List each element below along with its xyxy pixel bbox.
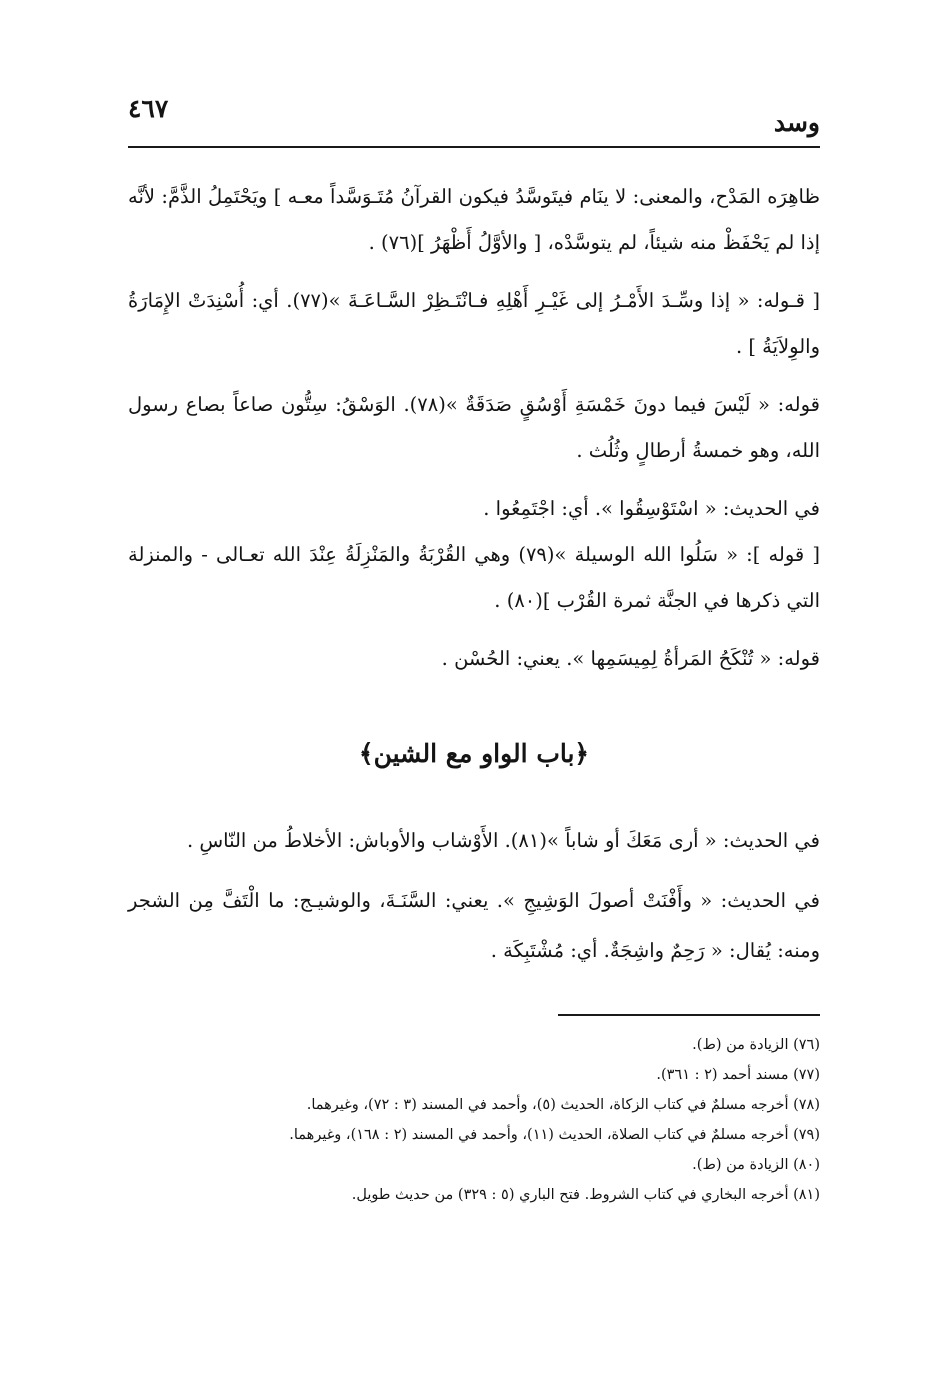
footnote: (٧٧) مسند أحمد (٢ : ٣٦١). xyxy=(656,1067,820,1083)
running-head: وسد xyxy=(773,108,820,137)
section-body xyxy=(128,816,820,976)
footnotes xyxy=(128,1030,820,1210)
footnote: (٧٩) أخرجه مسلمٌ في كتاب الصلاة، الحديث (١١)، وأحمد في المسند (٢ : ١٦٨)، وغيرهما. xyxy=(289,1127,820,1143)
paragraph: [ قـوله: « إذا وسِّـدَ الأَمْـرُ إلى غَيْـرِ أَهْلِهِ فـانْتَـظِرْ السَّـاعَـةَ »(٧٧). أي: أُسْنِدَتْ الإِمَارَةُ والوِلاَيَةُ ] . xyxy=(128,289,820,358)
body-text xyxy=(128,174,820,682)
paragraph: قوله: « تُنْكَحُ المَرأةُ لِمِيسَمِها ». يعني: الحُسْن . xyxy=(441,647,820,670)
page-number: ٤٦٧ xyxy=(128,94,169,123)
paragraph: قوله: « لَيْسَ فيما دونَ خَمْسَةِ أَوْسُقٍ صَدَقَةٌ »(٧٨). الوَسْقُ: سِتُّون صاعاً بصاع رسول الله، وهو خمسةُ أرطالٍ وثُلُث . xyxy=(128,393,820,462)
paragraph: ظاهِرَه المَدْح، والمعنى: لا ينَام فيتَوسَّدُ فيكون القرآنُ مُتَـوَسَّداً معـه ] ويَحْتَمِلُ الذَّمَّ: لأنَّه إذا لم يَحْفَظْ منه شيئاً، لم يتوسَّدْه، [ والأوَّلُ أَظْهَرُ ](٧٦) . xyxy=(128,185,820,254)
paragraph: في الحديث: « أرى مَعَكَ أو شاباً »(٨١). الأَوْشاب والأوباش: الأخلاطُ من النّاسِ . xyxy=(186,829,820,852)
paragraph: في الحديث: « وأَفْنَتْ أصولَ الوَشِيجِ ». يعني: السَّنَـةَ، والوشيـج: ما الْتَفَّ مِن الشجر ومنه: يُقال: « رَحِمٌ واشِجَةٌ. أي: مُشْتَبِكَة . xyxy=(128,889,820,962)
footnote: (٨٠) الزيادة من (ط). xyxy=(692,1157,820,1173)
footnote: (٧٨) أخرجه مسلمٌ في كتاب الزكاة، الحديث (٥)، وأحمد في المسند (٣ : ٧٢)، وغيرهما. xyxy=(306,1097,820,1113)
paragraph: في الحديث: « اسْتَوْسِقُوا ». أي: اجْتَمِعُوا . xyxy=(483,497,820,520)
footnote: (٨١) أخرجه البخاري في كتاب الشروط. فتح الباري (٥ : ٣٢٩) من حديث طويل. xyxy=(351,1187,820,1203)
page-header xyxy=(128,90,820,148)
footnote-separator xyxy=(558,1014,820,1016)
paragraph: [ قوله ]: « سَلُوا الله الوسيلة »(٧٩) وهي القُرْبَةُ والمَنْزِلَةُ عِنْدَ الله تعـالى - والمنزلة التي ذكرها في الجنَّة ثمرة القُرْب ](٨٠) . xyxy=(128,543,820,612)
page xyxy=(128,90,820,1210)
footnote: (٧٦) الزيادة من (ط). xyxy=(692,1037,820,1053)
section-heading: ﴿باب الواو مع الشين﴾ xyxy=(358,739,590,768)
